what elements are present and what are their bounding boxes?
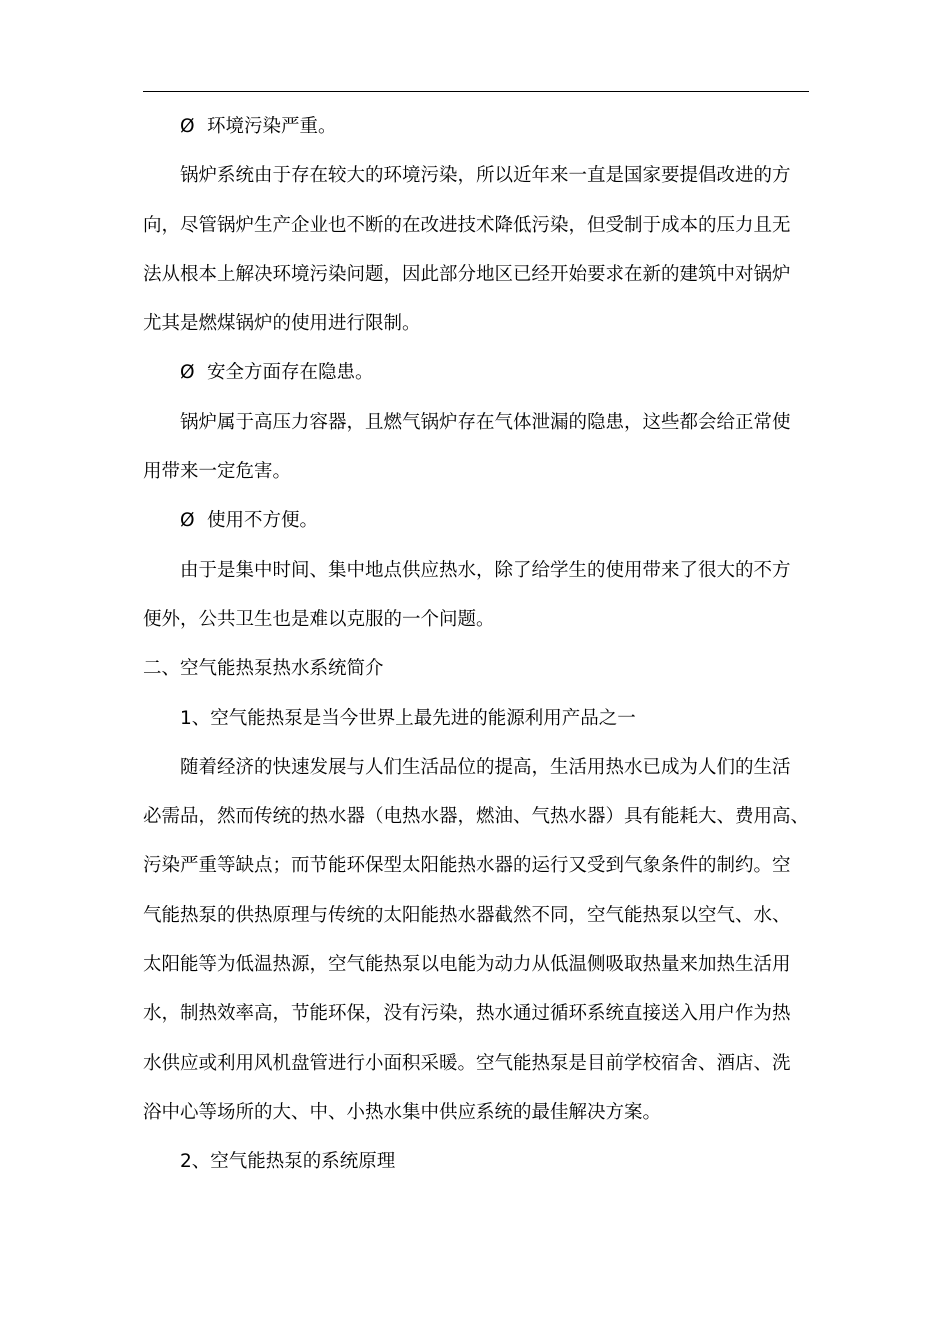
- paragraph: [143, 398, 809, 497]
- bullet-item: [143, 348, 809, 397]
- paragraph-line: 水供应或利用风机盘管进行小面积采暖。空气能热泵是目前学校宿舍、酒店、洗: [143, 1052, 791, 1074]
- paragraph: [143, 546, 809, 645]
- paragraph-line: 锅炉系统由于存在较大的环境污染，所以近年来一直是国家要提倡改进的方: [180, 165, 791, 187]
- bullet-text: 环境污染严重。: [207, 116, 337, 137]
- bullet-item: [143, 102, 809, 151]
- bullet-symbol: Ø: [180, 510, 195, 532]
- paragraph-line: 太阳能等为低温热源，空气能热泵以电能为动力从低温侧吸取热量来加热生活用: [143, 954, 791, 976]
- paragraph-line: 必需品，然而传统的热水器（电热水器，燃油、气热水器）具有能耗大、费用高、: [143, 806, 810, 828]
- paragraph-line: 浴中心等场所的大、中、小热水集中供应系统的最佳解决方案。: [143, 1101, 662, 1123]
- paragraph-line: 用带来一定危害。: [143, 461, 292, 483]
- paragraph-line: 水，制热效率高，节能环保，没有污染，热水通过循环系统直接送入用户作为热: [143, 1003, 791, 1025]
- paragraph-line: 向，尽管锅炉生产企业也不断的在改进技术降低污染，但受制于成本的压力且无: [143, 214, 791, 236]
- paragraph-line: 气能热泵的供热原理与传统的太阳能热水器截然不同，空气能热泵以空气、水、: [143, 904, 791, 926]
- bullet-item: [143, 496, 809, 545]
- paragraph-line: 随着经济的快速发展与人们生活品位的提高，生活用热水已成为人们的生活: [180, 756, 791, 778]
- paragraph-line: 由于是集中时间、集中地点供应热水，除了给学生的使用带来了很大的不方: [180, 559, 791, 581]
- paragraph: [143, 151, 809, 348]
- paragraph: [143, 743, 809, 1137]
- bullet-text: 使用不方便。: [207, 510, 319, 532]
- document-body: [143, 102, 809, 1187]
- bullet-symbol: Ø: [180, 116, 195, 137]
- bullet-symbol: Ø: [180, 362, 195, 384]
- paragraph-line: 尤其是燃煤锅炉的使用进行限制。: [143, 313, 421, 335]
- section-heading: 二、空气能热泵热水系统简介: [143, 658, 384, 680]
- paragraph-line: 便外，公共卫生也是难以克服的一个问题。: [143, 608, 495, 630]
- paragraph-line: 锅炉属于高压力容器，且燃气锅炉存在气体泄漏的隐患，这些都会给正常使: [180, 411, 791, 433]
- header-rule: [143, 91, 809, 92]
- paragraph-line: 污染严重等缺点；而节能环保型太阳能热水器的运行又受到气象条件的制约。空: [143, 855, 791, 877]
- subsection-heading: 2、空气能热泵的系统原理: [180, 1151, 396, 1173]
- paragraph-line: 法从根本上解决环境污染问题，因此部分地区已经开始要求在新的建筑中对锅炉: [143, 263, 791, 285]
- subsection-heading: 1、空气能热泵是当今世界上最先进的能源利用产品之一: [180, 707, 636, 729]
- bullet-text: 安全方面存在隐患。: [207, 362, 374, 384]
